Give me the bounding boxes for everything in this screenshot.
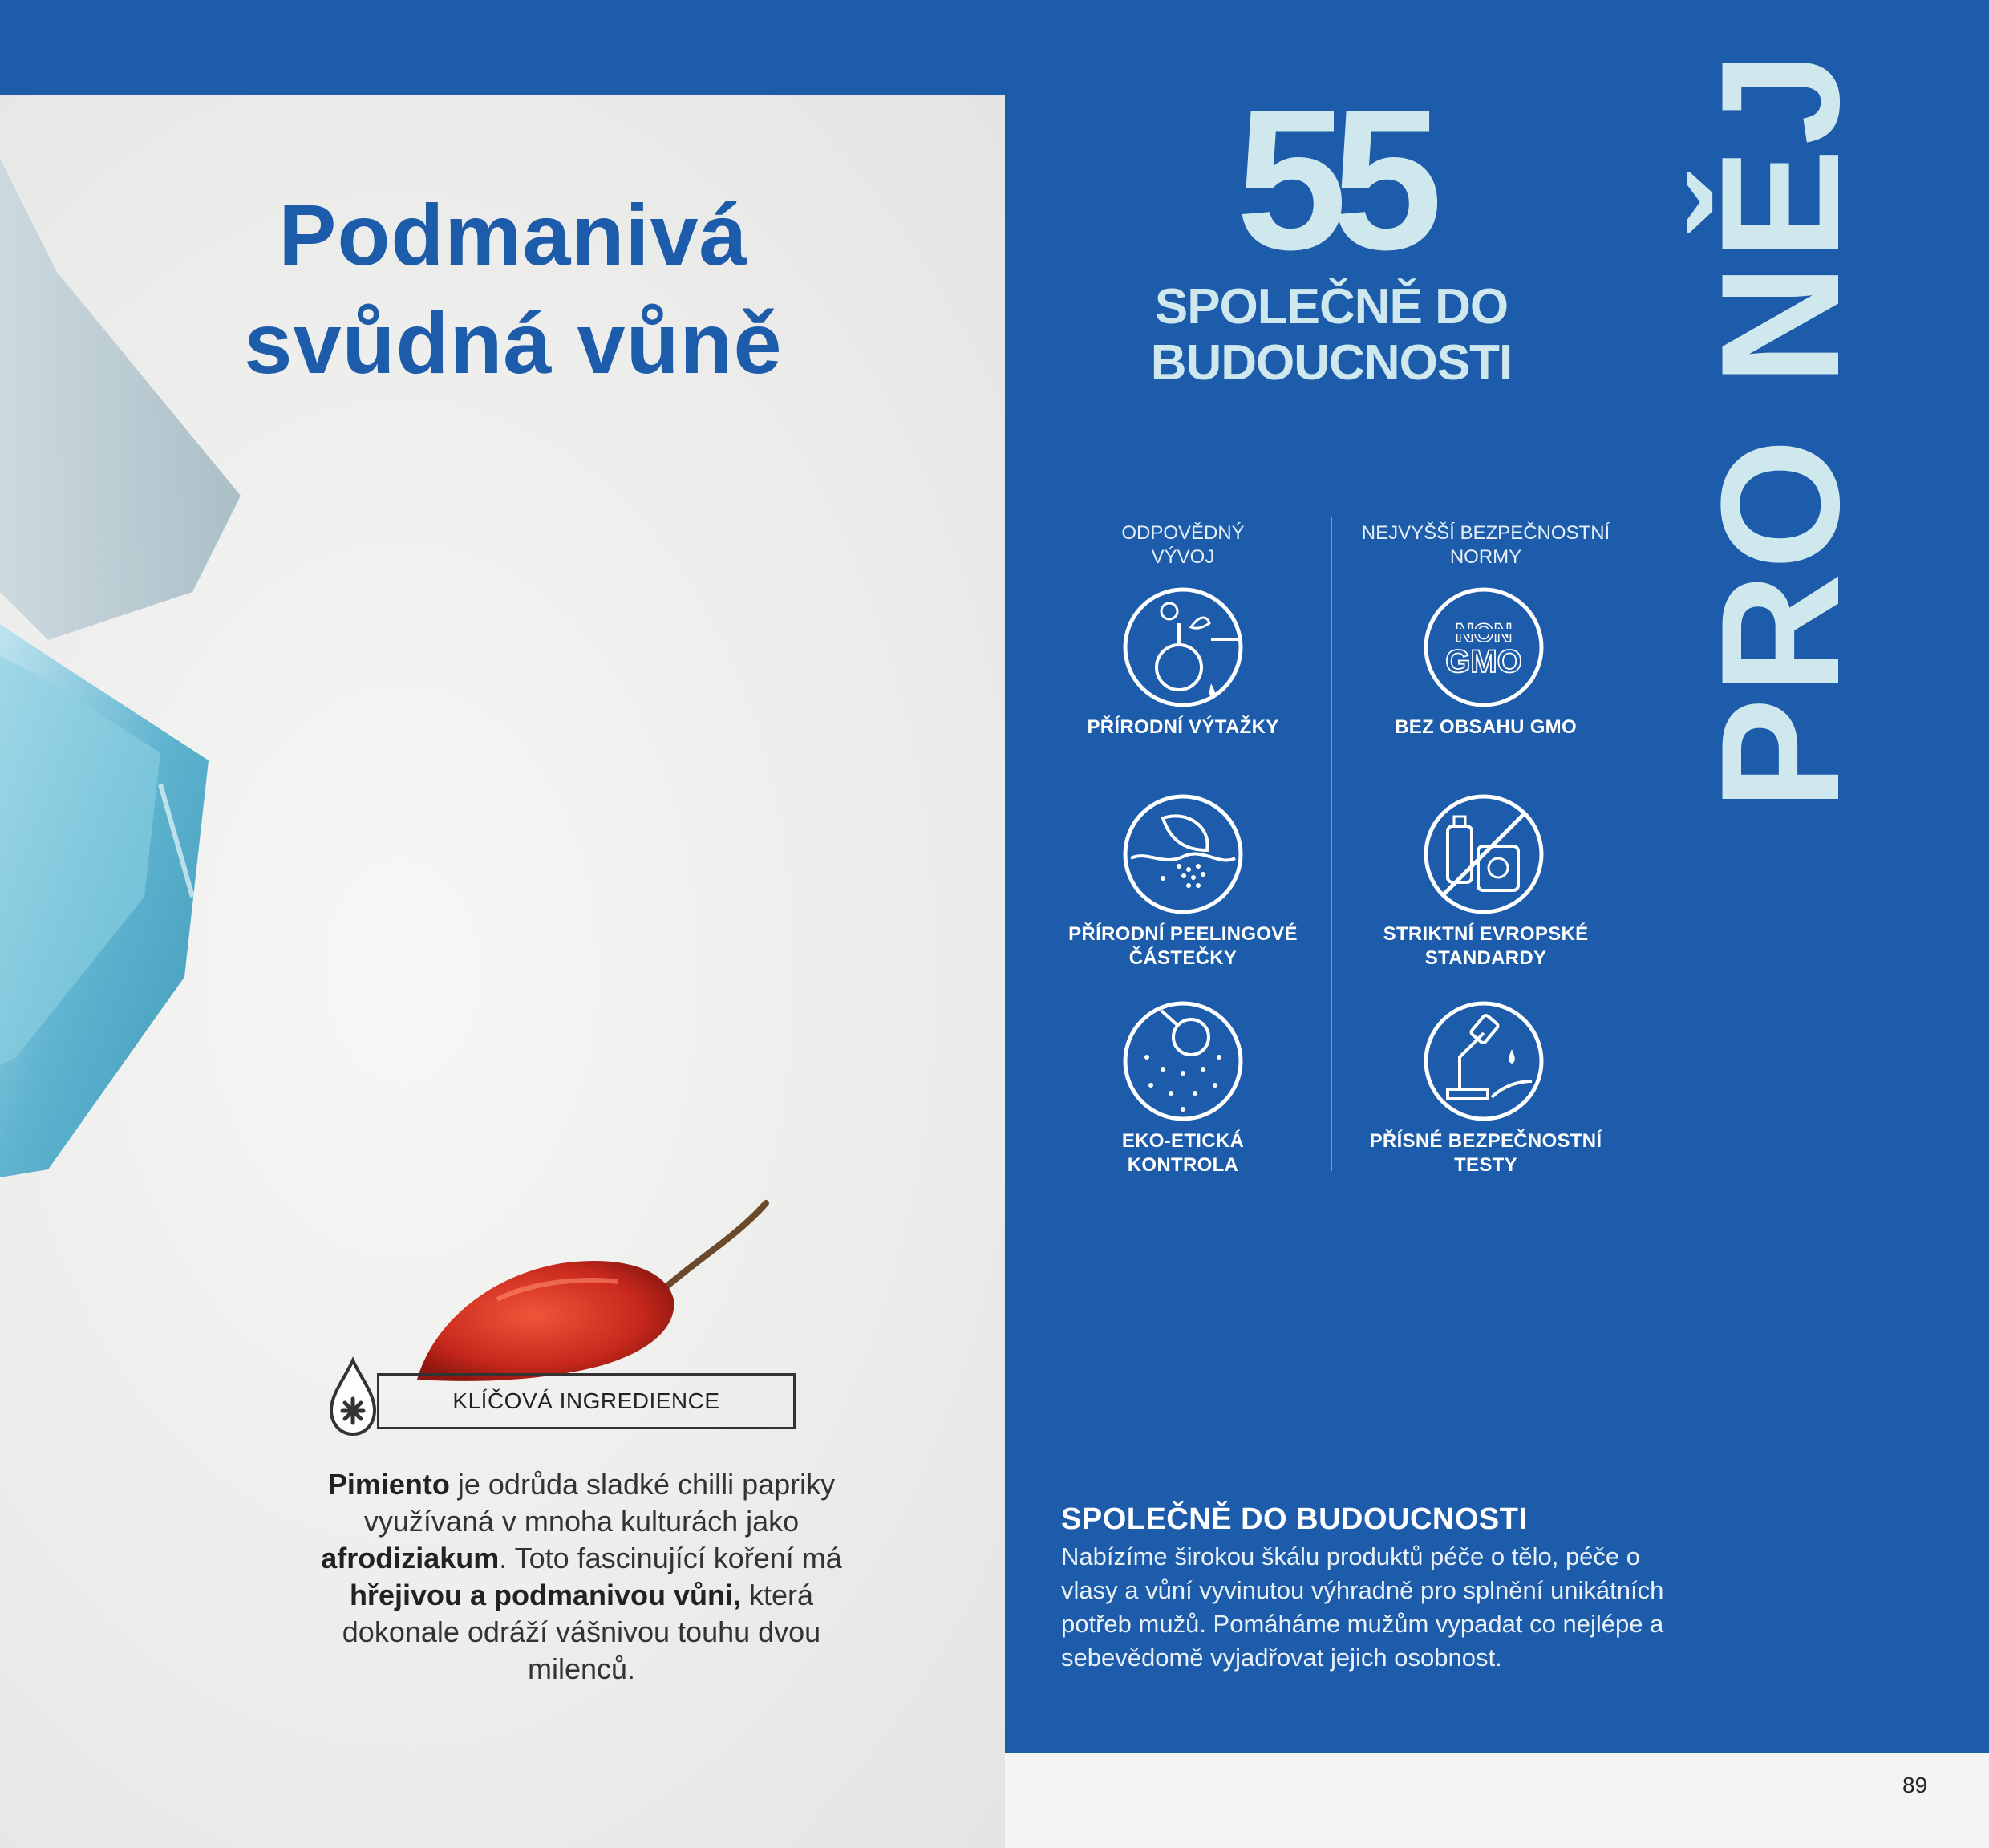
safety-tests-icon (1416, 993, 1552, 1129)
feature-safety-tests (1347, 1129, 1624, 1177)
non-gmo-bottom-text: GMO (1445, 644, 1522, 679)
headline-line-1: Podmanivá (278, 186, 748, 283)
key-ingredient-box (377, 1373, 796, 1429)
bottom-heading: SPOLEČNĚ DO BUDOUCNOSTI (1061, 1502, 1528, 1536)
non-gmo-icon (1416, 579, 1552, 715)
feature-peeling-particles (1051, 922, 1315, 971)
feature-eco-line-2: KONTROLA (1127, 1154, 1239, 1176)
ingredient-text-2: . Toto fascinující koření má (499, 1542, 842, 1574)
right-column-heading-line-1: NEJVYŠŠÍ BEZPEČNOSTNÍ (1361, 522, 1610, 544)
left-column-heading-line-2: VÝVOJ (1151, 546, 1215, 568)
key-ingredient-label: KLÍČOVÁ INGREDIENCE (452, 1388, 720, 1413)
ingredient-bold-3: hřejivou a podmanivou vůni, (349, 1578, 741, 1611)
european-standards-icon (1416, 786, 1552, 922)
column-divider (1331, 517, 1332, 1171)
feature-standards-line-2: STANDARDY (1424, 947, 1547, 969)
feature-non-gmo: BEZ OBSAHU GMO (1395, 716, 1577, 738)
left-column-heading-line-1: ODPOVĚDNÝ (1121, 522, 1245, 544)
logo-text (1131, 279, 1532, 391)
logo-text-line-2: BUDOUCNOSTI (1150, 335, 1513, 391)
feature-peeling-line-2: ČÁSTEČKY (1128, 947, 1238, 969)
feature-tests-line-2: TESTY (1454, 1154, 1517, 1176)
feature-tests-line-1: PŘÍSNÉ BEZPEČNOSTNÍ (1369, 1130, 1602, 1152)
key-ingredient-drop-icon (325, 1354, 381, 1442)
feature-standards-line-1: STRIKTNÍ EVROPSKÉ (1383, 923, 1589, 945)
ingredient-description (289, 1466, 874, 1688)
headline (160, 180, 866, 397)
bottom-strip (1005, 1753, 1989, 1848)
ingredient-bold-2: afrodiziakum (321, 1542, 500, 1574)
eco-ethical-control-icon (1115, 993, 1251, 1129)
feature-eco-ethical-control (1067, 1129, 1299, 1177)
ingredient-name: Pimiento (327, 1468, 450, 1501)
feature-eco-line-1: EKO-ETICKÁ (1121, 1130, 1245, 1152)
page-number: 89 (1902, 1773, 1928, 1797)
logo-55-mark (1203, 96, 1460, 257)
logo-text-line-1: SPOLEČNĚ DO (1154, 279, 1509, 334)
vertical-title: PRO NĚJ (1686, 48, 1874, 810)
feature-natural-extracts: PŘÍRODNÍ VÝTAŽKY (1087, 716, 1279, 738)
right-column-heading (1347, 521, 1624, 569)
left-column-heading (1067, 521, 1299, 569)
bottom-text: Nabízíme širokou škálu produktů péče o tělo, péče o vlasy a vůní vyvinutou výhradně pro splnění unikátních potřeb mužů. Pomáháme mužům vypadat co nejlépe a sebevědomě vyjadřovat jejich osobnost. (1061, 1542, 1664, 1672)
chilli-pepper-image (401, 1187, 802, 1388)
feature-peeling-line-1: PŘÍRODNÍ PEELINGOVÉ (1068, 923, 1298, 945)
right-column-heading-line-2: NORMY (1449, 546, 1522, 568)
logo-number: 55 (1235, 96, 1428, 257)
headline-line-2: svůdná vůně (244, 294, 783, 391)
ingredient-text-3: která dokonale odráží vášnivou touhu dvou milenců. (342, 1578, 821, 1685)
feature-european-standards (1347, 922, 1624, 971)
ingredient-text-1: je odrůda sladké chilli papriky využívaná v mnoha kulturách jako (363, 1468, 836, 1538)
natural-extracts-icon (1115, 579, 1251, 715)
peeling-particles-icon (1115, 786, 1251, 922)
